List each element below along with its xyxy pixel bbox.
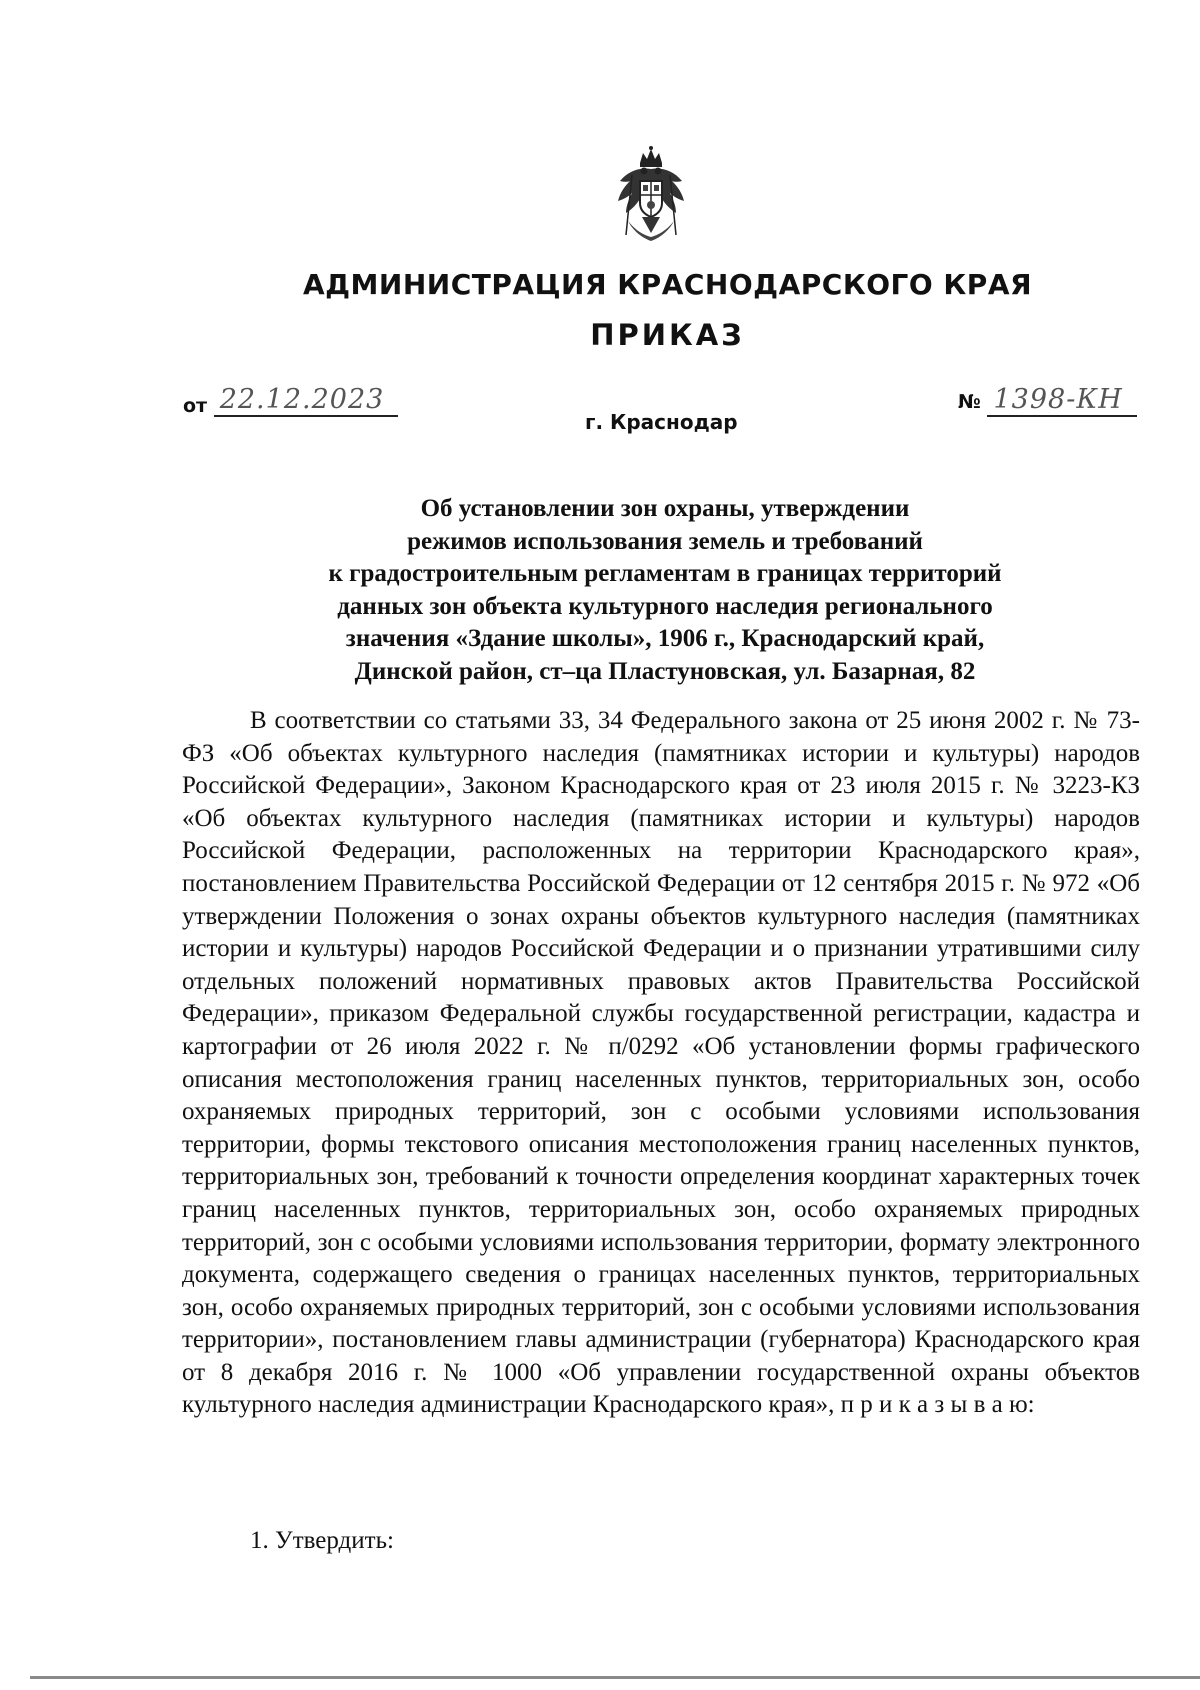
date-value: 22.12.2023 [214,385,399,417]
number-value: 1398-КН [987,385,1136,417]
coat-of-arms-icon [610,145,692,245]
document-date [183,385,398,417]
number-prefix: № [958,391,981,413]
date-prefix: от [183,395,208,417]
page-bottom-edge [30,1676,1200,1679]
organization-title: АДМИНИСТРАЦИЯ КРАСНОДАРСКОГО КРАЯ [302,268,1033,301]
city: г. Краснодар [585,410,738,434]
list-item-1: 1. Утвердить: [250,1527,394,1554]
body-paragraph: В соответствии со статьями 33, 34 Федерального закона от 25 июня 2002 г. № 73-ФЗ «Об объектах культурного наследия (памятниках истории и культуры) народов Российской Федерации», Законом Краснодарского края от 23 июля 2015 г. № 3223-КЗ «Об объектах культурного наследия (памятниках истории и культуры) народов Российской Федерации, расположенных на территории Краснодарского края», постановлением Правительства Российской Федерации от 12 сентября 2015 г. № 972 «Об утверждении Положения о зонах охраны объектов культурного наследия (памятниках истории и культуры) народов Российской Федерации и о признании утратившими силу отдельных положений нормативных правовых актов Правительства Российской Федерации», приказом Федеральной службы государственной регистрации, кадастра и картографии от 26 июля 2022 г. № п/0292 «Об установлении формы графического описания местоположения границ населенных пунктов, территориальных зон, особо охраняемых природных территорий, зон с особыми условиями использования территории, формы текстового описания местоположения границ населенных пунктов, территориальных зон, требований к точности определения координат характерных точек границ населенных пунктов, территориальных зон, особо охраняемых природных территорий, зон с особыми условиями использования территории, формату электронного документа, содержащего сведения о границах населенных пунктов, территориальных зон, особо охраняемых природных территорий, зон с особыми условиями использования территории», постановлением главы администрации (губернатора) Краснодарского края от 8 декабря 2016 г. № 1000 «Об управлении государственной охраны объектов культурного наследия администрации Краснодарского края», п р и к а з ы в а ю: [182,707,1140,1419]
document-type: ПРИКАЗ [590,318,745,352]
document-number [958,385,1137,417]
document-subject: Об установлении зон охраны, утверждении режимов использования земель и требований к градостроительным регламентам в границах территорий данных зон объекта культурного наследия регионального значения «Здание школы», 1906 г., Краснодарский край, Динской район, ст–ца Пластуновская, ул. Базарная, 82 [328,495,1002,685]
